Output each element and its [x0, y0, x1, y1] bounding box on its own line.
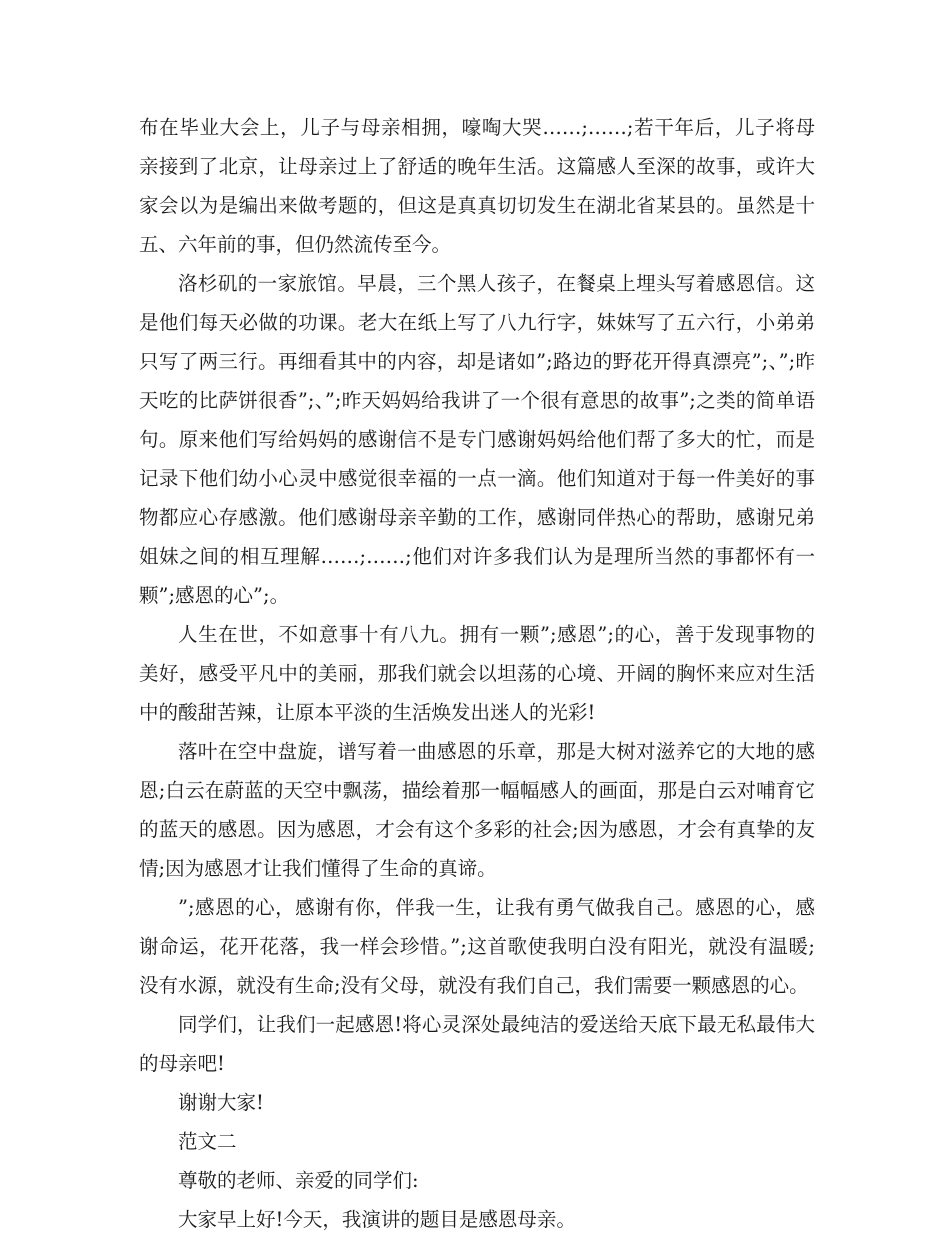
- paragraph-los-angeles-story: 洛杉矶的一家旅馆。早晨，三个黑人孩子，在餐桌上埋头写着感恩信。这是他们每天必做的功课。老大在纸上写了八九行字，妹妹写了五六行，小弟弟只写了两三行。再细看其中的内容，却是诸如”;路边的野花开得真漂亮”;、”;昨天吃的比萨饼很香”;、”;昨天妈妈给我讲了一个很有意思的故事”;之类的简单语句。原来他们写给妈妈的感谢信不是专门感谢妈妈给他们帮了多大的忙，而是记录下他们幼小心灵中感觉很幸福的一点一滴。他们知道对于每一件美好的事物都应心存感激。他们感谢母亲辛勤的工作，感谢同伴热心的帮助，感谢兄弟姐妹之间的相互理解……;……;他们对许多我们认为是理所当然的事都怀有一颗”;感恩的心”;。: [139, 272, 815, 607]
- paragraph-story-ending: 布在毕业大会上，儿子与母亲相拥，嚎啕大哭……;……;若干年后，儿子将母亲接到了北京，让母亲过上了舒适的晚年生活。这篇感人至深的故事，或许大家会以为是编出来做考题的，但这是真真切切发生在湖北省某县的。虽然是十五、六年前的事，但仍然流传至今。: [139, 116, 815, 256]
- paragraph-opening: 大家早上好!今天，我演讲的题目是感恩母亲。: [178, 1208, 576, 1231]
- paragraph-grateful-heart: 人生在世，不如意事十有八九。拥有一颗”;感恩”;的心，善于发现事物的美好，感受平凡中的美丽，那我们就会以坦荡的心境、开阔的胸怀来应对生活中的酸甜苦辣，让原本平淡的生活焕发出迷人的光彩!: [139, 623, 815, 724]
- paragraph-song-lyrics: ”;感恩的心，感谢有你，伴我一生，让我有勇气做我自己。感恩的心，感谢命运，花开花落，我一样会珍惜。”;这首歌使我明白没有阳光，就没有温暖;没有水源，就没有生命;没有父母，就没有我们自己，我们需要一颗感恩的心。: [139, 896, 815, 997]
- paragraph-nature-gratitude: 落叶在空中盘旋，谱写着一曲感恩的乐章，那是大树对滋养它的大地的感恩;白云在蔚蓝的天空中飘荡，描绘着那一幅幅感人的画面，那是白云对哺育它的蓝天的感恩。因为感恩，才会有这个多彩的社会;因为感恩，才会有真挚的友情;因为感恩才让我们懂得了生命的真谛。: [139, 740, 815, 880]
- paragraph-salutation: 尊敬的老师、亲爱的同学们:: [178, 1169, 419, 1192]
- section-heading-sample-two: 范文二: [178, 1130, 237, 1153]
- document-body: [139, 108, 815, 1239]
- paragraph-thanks: 谢谢大家!: [178, 1091, 264, 1114]
- paragraph-call-to-action: 同学们，让我们一起感恩!将心灵深处最纯洁的爱送给天底下最无私最伟大的母亲吧!: [139, 1013, 815, 1075]
